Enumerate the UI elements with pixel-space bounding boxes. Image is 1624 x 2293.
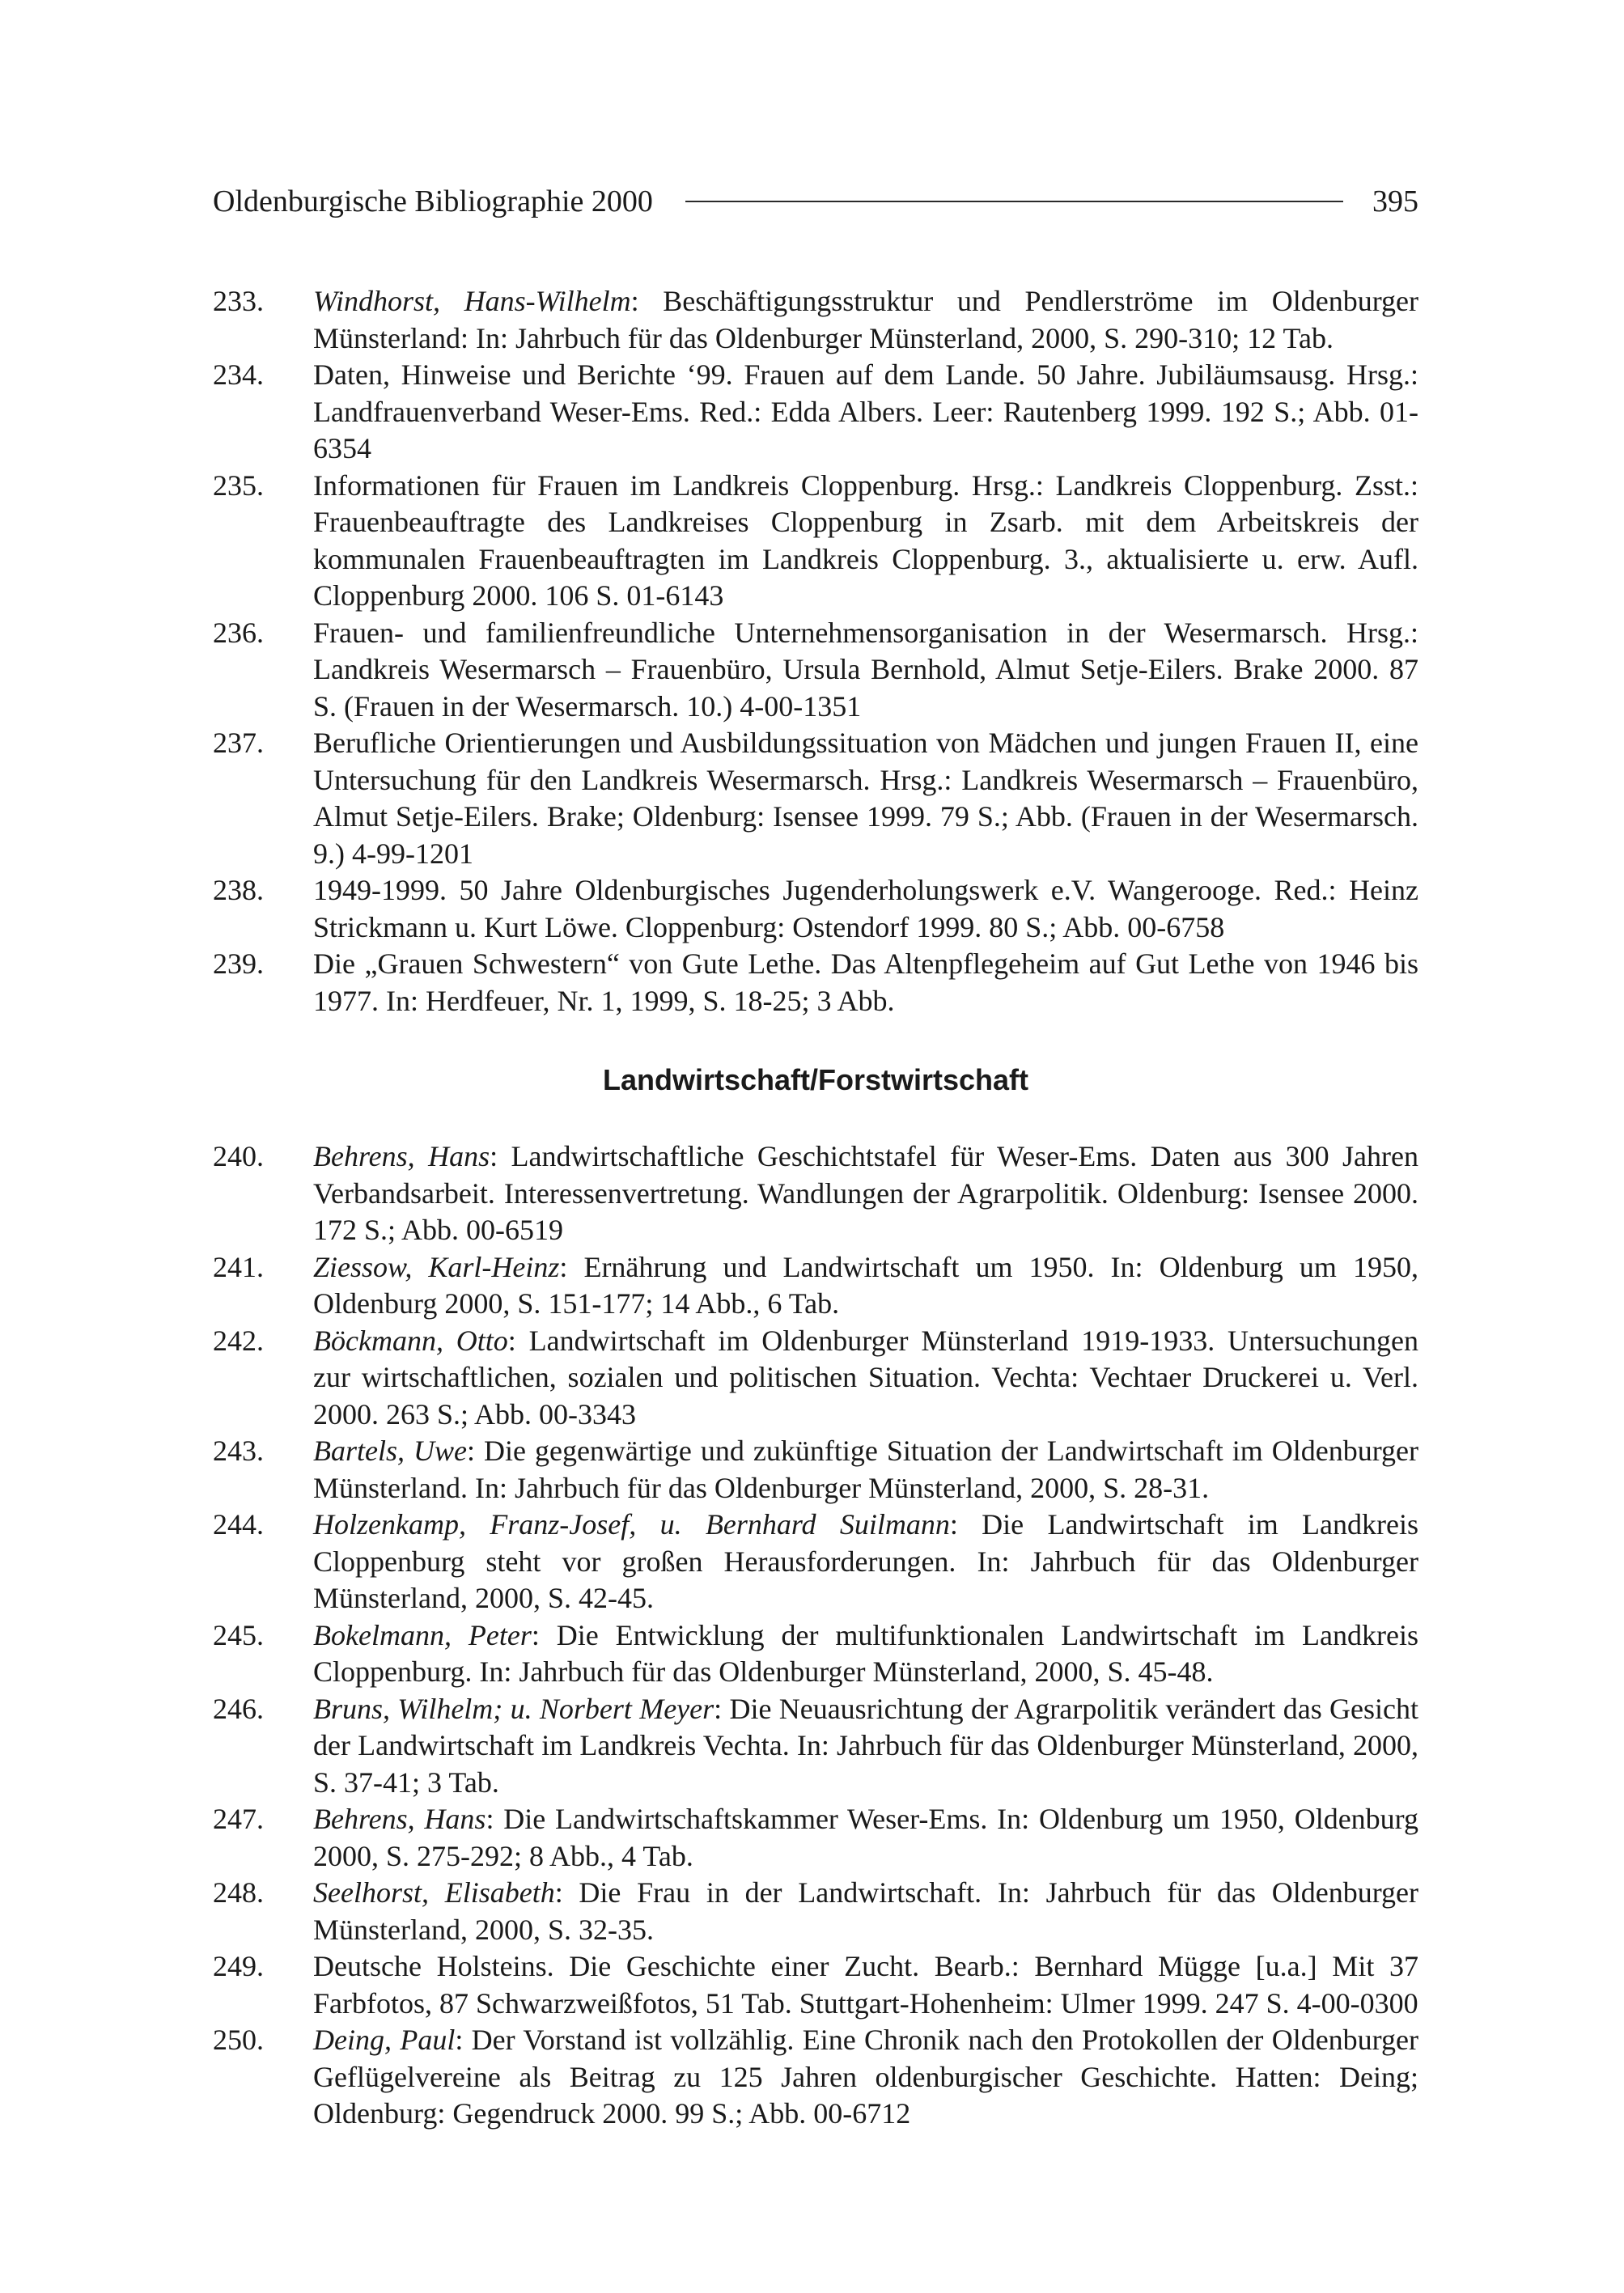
header-rule bbox=[685, 201, 1343, 202]
bibliography-entry bbox=[213, 872, 1418, 946]
entry-text bbox=[313, 1138, 1418, 1249]
entry-number: 250. bbox=[213, 2024, 264, 2056]
entry-body: : Landwirtschaft im Oldenburger Münsterland 1919-1933. Untersuchungen zur wirtschaftlichen, sozialen und politischen Situation. Vechta: Vechtaer Druckerei u. Verl. 2000. 263 S.; Abb. 00-3343 bbox=[313, 1324, 1418, 1430]
entry-number: 246. bbox=[213, 1692, 264, 1725]
entry-author: Bartels, Uwe bbox=[313, 1435, 467, 1467]
bibliography-entry bbox=[213, 1801, 1418, 1875]
bibliography-entry bbox=[213, 1691, 1418, 1802]
entry-body: : Die Frau in der Landwirtschaft. In: Jahrbuch für das Oldenburger Münsterland, 2000, S. 32-35. bbox=[313, 1876, 1419, 1946]
entry-text bbox=[313, 946, 1418, 1019]
entry-number: 244. bbox=[213, 1508, 264, 1541]
entry-text bbox=[313, 1948, 1418, 2022]
entry-body: : Landwirtschaftliche Geschichtstafel für Weser-Ems. Daten aus 300 Jahren Verbandsarbeit. Interessenvertretung. Wandlungen der Agrarpolitik. Oldenburg: Isensee 2000. 172 S.; Abb. 00-6519 bbox=[313, 1140, 1418, 1246]
entries-group-social bbox=[213, 283, 1418, 1019]
entry-text bbox=[313, 872, 1418, 946]
entry-body: Berufliche Orientierungen und Ausbildungssituation von Mädchen und jungen Frauen II, eine Untersuchung für den Landkreis Wesermarsch. Hrsg.: Landkreis Wesermarsch – Frauenbüro, Almut Setje-Eilers. Brake; Oldenburg: Isensee 1999. 79 S.; Abb. (Frauen in der Wesermarsch. 9.) 4-99-1201 bbox=[313, 727, 1418, 870]
entry-body: : Die Landwirtschaft im Landkreis Cloppenburg steht vor großen Herausforderungen. In: Jahrbuch für das Oldenburger Münsterland, 2000, S. 42-45. bbox=[313, 1508, 1418, 1614]
entry-body: : Beschäftigungsstruktur und Pendlerströme im Oldenburger Münsterland: In: Jahrbuch für das Oldenburger Münsterland, 2000, S. 290-310; 12 Tab. bbox=[313, 285, 1418, 354]
entry-number: 248. bbox=[213, 1876, 264, 1909]
bibliography-list bbox=[213, 283, 1418, 2133]
entry-text bbox=[313, 2022, 1418, 2133]
bibliography-entry bbox=[213, 1617, 1418, 1691]
bibliography-entry bbox=[213, 615, 1418, 726]
bibliography-entry bbox=[213, 1249, 1418, 1323]
entry-author: Behrens, Hans bbox=[313, 1140, 490, 1172]
header-title: Oldenburgische Bibliographie 2000 bbox=[213, 184, 653, 218]
entry-number: 247. bbox=[213, 1803, 264, 1835]
entry-text bbox=[313, 1617, 1418, 1691]
bibliography-entry bbox=[213, 2022, 1418, 2133]
entries-group-agriculture bbox=[213, 1138, 1418, 2133]
bibliography-entry bbox=[213, 468, 1418, 615]
bibliography-entry bbox=[213, 1138, 1418, 1249]
entry-number: 243. bbox=[213, 1435, 264, 1467]
entry-text bbox=[313, 615, 1418, 726]
entry-number: 238. bbox=[213, 874, 264, 906]
entry-body: : Die Entwicklung der multifunktionalen Landwirtschaft im Landkreis Cloppenburg. In: Jahrbuch für das Oldenburger Münsterland, 2000, S. 45-48. bbox=[313, 1618, 1418, 1688]
entry-text bbox=[313, 1691, 1418, 1802]
entry-body: : Ernährung und Landwirtschaft um 1950. In: Oldenburg um 1950, Oldenburg 2000, S. 151-177; 14 Abb., 6 Tab. bbox=[313, 1250, 1418, 1320]
entry-text bbox=[313, 1249, 1418, 1323]
section-heading: Landwirtschaft/Forstwirtschaft bbox=[602, 1063, 1029, 1096]
entry-text bbox=[313, 1507, 1418, 1617]
bibliography-entry bbox=[213, 946, 1418, 1019]
entry-text bbox=[313, 1433, 1418, 1507]
entry-body: : Die Neuausrichtung der Agrarpolitik verändert das Gesicht der Landwirtschaft im Landkreis Vechta. In: Jahrbuch für das Oldenburger Münsterland, 2000, S. 37-41; 3 Tab. bbox=[313, 1692, 1418, 1799]
bibliography-entry bbox=[213, 1948, 1418, 2022]
entry-text bbox=[313, 1323, 1418, 1434]
entry-body: Deutsche Holsteins. Die Geschichte einer Zucht. Bearb.: Bernhard Mügge [u.a.] Mit 37 Farbfotos, 87 Schwarzweißfotos, 51 Tab. Stuttgart-Hohenheim: Ulmer 1999. 247 S. 4-00-0300 bbox=[313, 1950, 1418, 2020]
entry-number: 242. bbox=[213, 1324, 264, 1357]
entry-text bbox=[313, 357, 1418, 468]
bibliography-entry bbox=[213, 1507, 1418, 1617]
entry-body: 1949-1999. 50 Jahre Oldenburgisches Jugenderholungswerk e.V. Wangerooge. Red.: Heinz Strickmann u. Kurt Löwe. Cloppenburg: Ostendorf 1999. 80 S.; Abb. 00-6758 bbox=[313, 874, 1418, 943]
entry-author: Deing, Paul bbox=[313, 2024, 456, 2056]
page-number: 395 bbox=[1372, 184, 1418, 218]
entry-number: 236. bbox=[213, 616, 264, 649]
bibliography-entry bbox=[213, 357, 1418, 468]
entry-number: 241. bbox=[213, 1250, 264, 1283]
entry-body: Frauen- und familienfreundliche Unternehmensorganisation in der Wesermarsch. Hrsg.: Landkreis Wesermarsch – Frauenbüro, Ursula Bernhold, Almut Setje-Eilers. Brake 2000. 87 S. (Frauen in der Wesermarsch. 10.) 4-00-1351 bbox=[313, 616, 1418, 723]
bibliography-entry bbox=[213, 1433, 1418, 1507]
entry-author: Böckmann, Otto bbox=[313, 1324, 508, 1357]
entry-number: 245. bbox=[213, 1618, 264, 1651]
entry-text bbox=[313, 725, 1418, 872]
entry-number: 239. bbox=[213, 947, 264, 980]
entry-number: 233. bbox=[213, 285, 264, 317]
running-header bbox=[213, 181, 1418, 222]
entry-body: : Die Landwirtschaftskammer Weser-Ems. In: Oldenburg um 1950, Oldenburg 2000, S. 275-292; 8 Abb., 4 Tab. bbox=[313, 1803, 1419, 1872]
entry-author: Bruns, Wilhelm; u. Norbert Meyer bbox=[313, 1692, 714, 1725]
entry-number: 237. bbox=[213, 727, 264, 759]
entry-author: Windhorst, Hans-Wilhelm bbox=[313, 285, 631, 317]
entry-author: Seelhorst, Elisabeth bbox=[313, 1876, 555, 1909]
bibliography-entry bbox=[213, 283, 1418, 357]
entry-body: Die „Grauen Schwestern“ von Gute Lethe. Das Altenpflegeheim auf Gut Lethe von 1946 bis 1977. In: Herdfeuer, Nr. 1, 1999, S. 18-25; 3 Abb. bbox=[313, 947, 1418, 1017]
entry-author: Holzenkamp, Franz-Josef, u. Bernhard Suilmann bbox=[313, 1508, 950, 1541]
entry-number: 249. bbox=[213, 1950, 264, 1982]
entry-body: : Der Vorstand ist vollzählig. Eine Chronik nach den Protokollen der Oldenburger Geflügelvereine als Beitrag zu 125 Jahren oldenburgischer Geschichte. Hatten: Deing; Oldenburg: Gegendruck 2000. 99 S.; Abb. 00-6712 bbox=[313, 2024, 1418, 2130]
entry-text bbox=[313, 1875, 1418, 1948]
bibliography-entry bbox=[213, 1875, 1418, 1948]
entry-body: : Die gegenwärtige und zukünftige Situation der Landwirtschaft im Oldenburger Münsterland. In: Jahrbuch für das Oldenburger Münsterland, 2000, S. 28-31. bbox=[313, 1435, 1418, 1504]
bibliography-entry bbox=[213, 1323, 1418, 1434]
entry-author: Behrens, Hans bbox=[313, 1803, 486, 1835]
entry-number: 240. bbox=[213, 1140, 264, 1172]
entry-text bbox=[313, 468, 1418, 615]
entry-author: Bokelmann, Peter bbox=[313, 1618, 532, 1651]
entry-number: 235. bbox=[213, 468, 264, 502]
entry-text bbox=[313, 1801, 1418, 1875]
entry-body: Informationen für Frauen im Landkreis Cloppenburg. Hrsg.: Landkreis Cloppenburg. Zsst.: Frauenbeauftragte des Landkreises Cloppenburg in Zsarb. mit dem Arbeitskreis der kommunalen Frauenbeauftragten im Landkreis Cloppenburg. 3., aktualisierte u. erw. Aufl. Cloppenburg 2000. 106 S. 01-6143 bbox=[313, 468, 1418, 612]
entry-number: 234. bbox=[213, 358, 264, 391]
bibliography-entry bbox=[213, 725, 1418, 872]
entry-text bbox=[313, 283, 1418, 357]
entry-author: Ziessow, Karl-Heinz bbox=[313, 1250, 560, 1283]
entry-body: Daten, Hinweise und Berichte ‘99. Frauen auf dem Lande. 50 Jahre. Jubiläumsausg. Hrsg.: Landfrauenverband Weser-Ems. Red.: Edda Albers. Leer: Rautenberg 1999. 192 S.; Abb. 01-6354 bbox=[313, 358, 1418, 464]
